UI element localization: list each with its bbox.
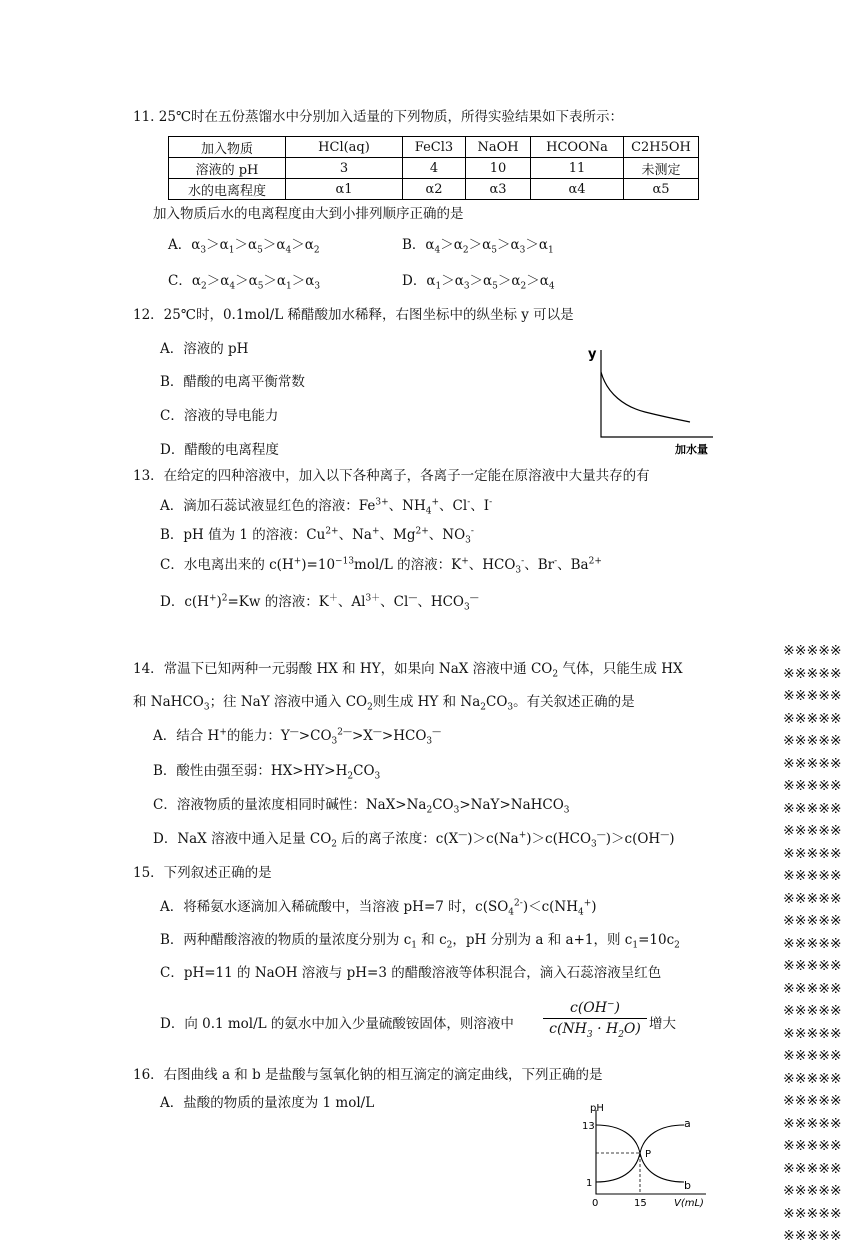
q13-option-b: B．pH 值为 1 的溶液：$Cu^{2+}$、Na+、$Mg^{2+}$、$NO_3^-$ — [160, 526, 474, 546]
q16-stem: 16．右图曲线 a 和 b 是盐酸与氢氧化钠的相互滴定的滴定曲线，下列正确的是 — [133, 1067, 603, 1083]
q11-option-d: D．$\alpha_1>\alpha_3>\alpha_5>\alpha_2>\alpha_4$ — [402, 273, 555, 292]
q13-option-a: A．滴加石蕊试液显红色的溶液：$Fe^{3+}$、$NH_4^+$、Cl-、I- — [160, 497, 493, 517]
q11-option-c: C．$\alpha_2>\alpha_4>\alpha_5>\alpha_1>\alpha_3$ — [168, 273, 321, 292]
q15-option-c: C．pH=11 的 NaOH 溶液与 pH=3 的醋酸溶液等体积混合，滴入石蕊溶液呈红色 — [160, 965, 662, 981]
table-cell: 11 — [531, 158, 624, 179]
q15-option-d-end: 增大 — [649, 1016, 676, 1032]
y-axis-label: pH — [590, 1103, 604, 1114]
table-cell: HCl(aq) — [286, 137, 403, 158]
q14-option-d: D．NaX 溶液中通入足量 $CO_2$ 后的离子浓度：$c(X^—)>c(Na^+)>c(HCO_3^—)>c(OH^—)$ — [153, 830, 675, 850]
curve-label-a: a — [684, 1117, 691, 1130]
q15-option-a: A．将稀氨水逐滴加入稀硫酸中，当溶液 pH=7 时，$c(SO_4^{2-})<c(NH_4^+)$ — [160, 898, 597, 918]
margin-watermark: ※※※※※ ※※※※※ ※※※※※ ※※※※※ ※※※※※ ※※※※※ ※※※※※ ※※※※※ ※※※※※ ※※※※※ ※※※※※ ※※※※※ ※※※※※ ※※※※※ ※※※※※ ※※※※※ ※※※※※ ※※※※※ ※※※※※ ※※※※※ ※※※※※ ※※※※※ ※※※※※ ※※※※※ ※※※※※ ※※※※※ ※※※※※ — [783, 643, 842, 1244]
x-axis-label: 加水量 — [675, 443, 708, 456]
point-label-p: P — [645, 1149, 652, 1160]
table-cell: NaOH — [466, 137, 531, 158]
table-cell: 溶液的 pH — [169, 158, 286, 179]
q11-option-a: A．$\alpha_3>\alpha_1>\alpha_5>\alpha_4>\alpha_2$ — [168, 237, 320, 256]
q12-stem: 12．25℃时，0.1mol/L 稀醋酸加水稀释，右图坐标中的纵坐标 y 可以是 — [133, 307, 574, 323]
q12-option-a: A．溶液的 pH — [160, 341, 249, 357]
q14-stem-line2: 和 NaHCO$_3$；往 NaY 溶液中通入 $CO_2$则生成 HY 和 $Na_2CO_3$。有关叙述正确的是 — [133, 694, 635, 713]
q12-dilution-graph — [585, 342, 725, 457]
table-row — [169, 179, 699, 200]
table-cell: 加入物质 — [169, 137, 286, 158]
table-cell: 3 — [286, 158, 403, 179]
q12-option-c: C．溶液的导电能力 — [160, 408, 279, 424]
table-cell: α4 — [531, 179, 624, 200]
table-cell: C2H5OH — [624, 137, 699, 158]
fraction-denominator: $c(NH_3 \cdot H_2O)$ — [549, 1021, 641, 1040]
q11-table — [168, 136, 699, 200]
y-axis-label: y — [588, 347, 597, 362]
q14-option-a: A．结合 H+的能力：$Y^—>CO_3^{2—}>X^—>HCO_3^—$ — [153, 727, 442, 747]
table-cell: 4 — [403, 158, 466, 179]
q13-option-d: D．$c(H^+)^2=Kw$ 的溶液：K＋、$Al^{3+}$、Cl—、$HCO_3^—$ — [160, 593, 479, 613]
tick-label-0: 0 — [592, 1198, 599, 1209]
table-row — [169, 158, 699, 179]
q15-stem: 15．下列叙述正确的是 — [133, 865, 272, 881]
table-header-row — [169, 137, 699, 158]
table-cell: α5 — [624, 179, 699, 200]
q13-option-c: C．水电离出来的 $c(H^+)=10^{-13}mol/L$ 的溶液：K+、$HCO_3^-$、Br-、$Ba^{2+}$ — [160, 556, 602, 576]
q14-option-b: B．酸性由强至弱：$HX>HY>H_2CO_3$ — [153, 763, 381, 782]
table-cell: α2 — [403, 179, 466, 200]
table-cell: 水的电离程度 — [169, 179, 286, 200]
q11-prompt: 加入物质后水的电离程度由大到小排列顺序正确的是 — [153, 206, 464, 222]
q13-stem: 13．在给定的四种溶液中，加入以下各种离子，各离子一定能在原溶液中大量共存的有 — [133, 468, 650, 484]
q12-option-d: D．醋酸的电离程度 — [160, 442, 279, 458]
table-cell: HCOONa — [531, 137, 624, 158]
q12-option-b: B．醋酸的电离平衡常数 — [160, 374, 305, 390]
tick-label-1: 1 — [586, 1178, 593, 1189]
q16-titration-graph — [580, 1100, 720, 1214]
q15-option-d: D．向 0.1 mol/L 的氨水中加入少量硫酸铵固体，则溶液中 — [160, 1016, 514, 1032]
q15-fraction — [543, 999, 647, 1040]
table-cell: α1 — [286, 179, 403, 200]
table-cell: 未测定 — [624, 158, 699, 179]
x-axis-label: V(mL) — [674, 1198, 704, 1209]
q14-option-c: C．溶液物质的量浓度相同时碱性：$NaX>Na_2CO_3>NaY>NaHCO_3$ — [153, 797, 570, 816]
q11-option-b: B．$\alpha_4>\alpha_2>\alpha_5>\alpha_3>\alpha_1$ — [402, 237, 554, 256]
table-cell: FeCl3 — [403, 137, 466, 158]
q15-option-b: B．两种醋酸溶液的物质的量浓度分别为 $c_1$ 和 $c_2$，pH 分别为 a 和 a+1，则 $c_1=10c_2$ — [160, 932, 680, 951]
q11-stem: 11. 25℃时在五份蒸馏水中分别加入适量的下列物质，所得实验结果如下表所示： — [133, 109, 624, 125]
tick-label-13: 13 — [582, 1121, 595, 1132]
q16-option-a: A．盐酸的物质的量浓度为 1 mol/L — [160, 1095, 375, 1111]
table-cell: 10 — [466, 158, 531, 179]
table-cell: α3 — [466, 179, 531, 200]
fraction-numerator: c(OH−) — [543, 1000, 647, 1019]
tick-label-15: 15 — [634, 1198, 647, 1209]
q14-stem-line1: 14．常温下已知两种一元弱酸 HX 和 HY，如果向 NaX 溶液中通 $CO_2$ 气体，只能生成 HX — [133, 661, 683, 680]
curve-label-b: b — [684, 1179, 691, 1192]
